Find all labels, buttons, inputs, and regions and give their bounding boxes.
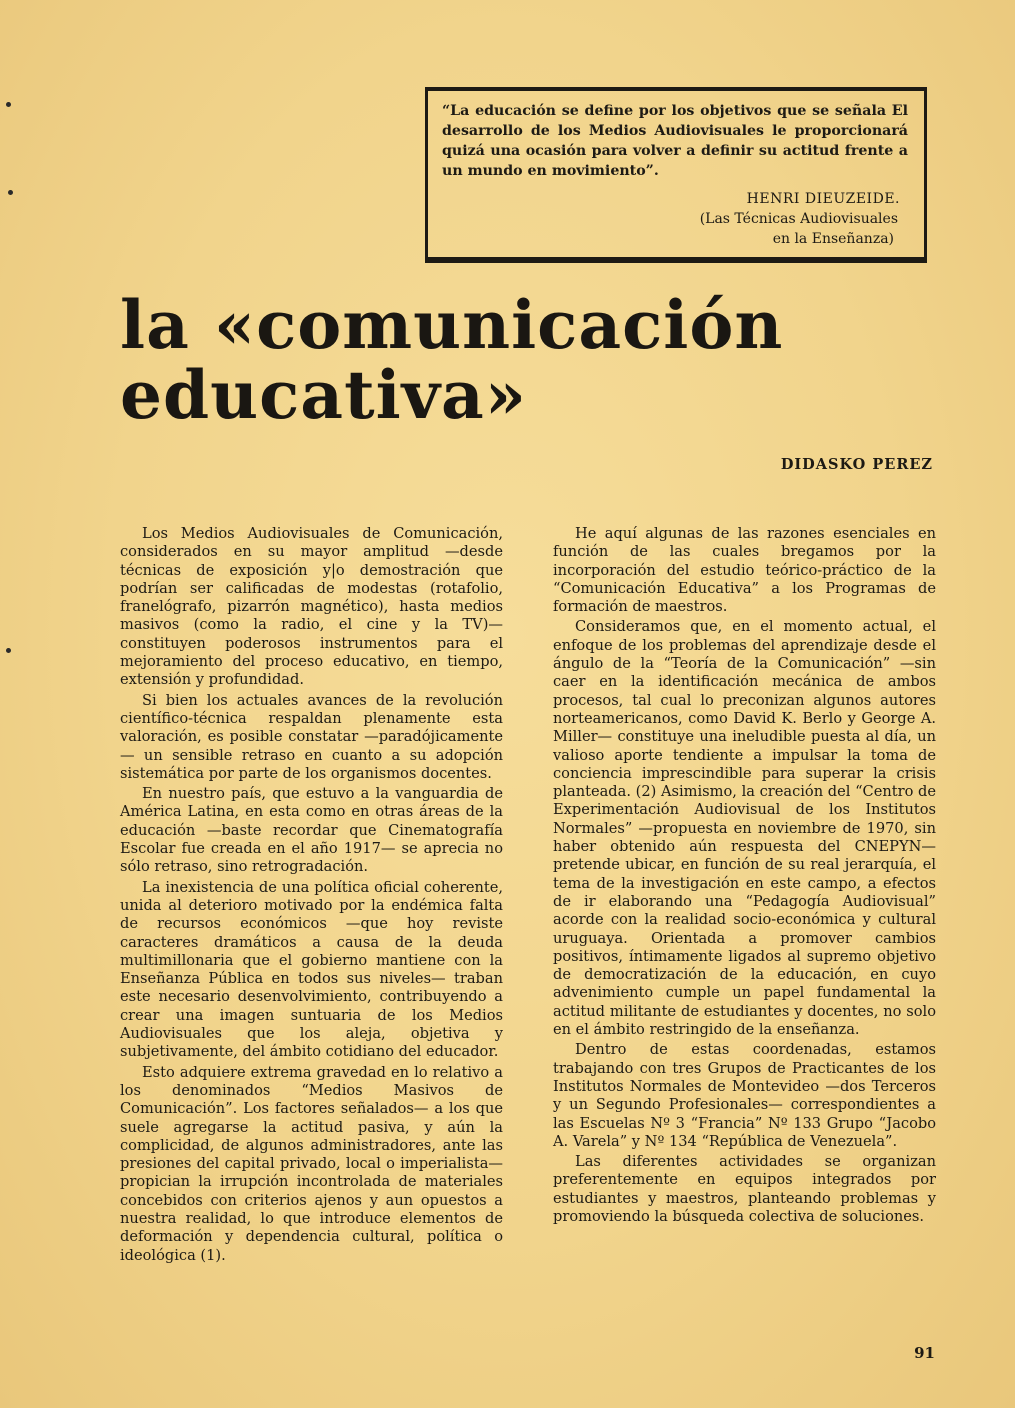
epigraph-source-line1: (Las Técnicas Audiovisuales bbox=[699, 211, 898, 227]
paragraph: He aquí algunas de las razones esenciales en función de las cuales bregamos por la incorporación del estudio teórico-práctico de la “Comunicación Educativa” a los Programas de formación de maestros. bbox=[553, 525, 936, 616]
margin-mark bbox=[6, 102, 11, 107]
article-title bbox=[120, 286, 784, 434]
article-byline: DIDASKO PEREZ bbox=[780, 456, 933, 473]
paragraph: Consideramos que, en el momento actual, el enfoque de los problemas del aprendizaje desde el ángulo de la “Teoría de la Comunicación” —sin caer en la identificación mecánica de ambos procesos, tal cual lo preconizan algunos autores norteamericanos, como David K. Berlo y George A. Miller— constituye una ineludible puesta al día, un valioso aporte tendiente a impulsar la toma de conciencia imprescindible para superar la crisis planteada. (2) Asimismo, la creación del “Centro de Experimentación Audiovisual de los Institutos Normales” —propuesta en noviembre de 1970, sin haber obtenido aún respuesta del CNEPYN— pretende ubicar, en función de su real jerarquía, el tema de la investigación en este campo, a efectos de ir elaborando una “Pedagogía Audiovisual” acorde con la realidad socio-económica y cultural uruguaya. Orientada a promover cambios positivos, íntimamente ligados al supremo objetivo de democratización de la educación, en cuyo advenimiento cumple un papel fundamental la actitud militante de estudiantes y docentes, no solo en el ámbito restringido de la enseñanza. bbox=[553, 618, 936, 1039]
paragraph: En nuestro país, que estuvo a la vanguardia de América Latina, en esta como en otras áreas de la educación —baste recordar que Cinematografía Escolar fue creada en el año 1917— se aprecia no sólo retraso, sino retrogradación. bbox=[120, 785, 503, 876]
epigraph-quote-box bbox=[425, 87, 927, 263]
paragraph: Esto adquiere extrema gravedad en lo relativo a los denominados “Medios Masivos de Comunicación”. Los factores señalados— a los que suele agregarse la actitud pasiva, y aún la complicidad, de algunos administradores, ante las presiones del capital privado, local o imperialista— propician la irrupción incontrolada de materiales concebidos con criterios ajenos y aun opuestos a nuestra realidad, lo que introduce elementos de deformación y dependencia cultural, política o ideológica (1). bbox=[120, 1063, 503, 1264]
page-number: 91 bbox=[914, 1344, 935, 1362]
article-title-line1: la «comunicación bbox=[120, 286, 784, 364]
margin-mark bbox=[8, 190, 13, 195]
article-column-left bbox=[120, 525, 503, 1267]
epigraph-source bbox=[442, 209, 898, 249]
epigraph-author: HENRI DIEUZEIDE. bbox=[746, 191, 900, 207]
paragraph: Los Medios Audiovisuales de Comunicación, considerados en su mayor amplitud —desde técnicas de exposición y|o demostración que podrían ser calificadas de modestas (rotafolio, franelógrafo, pizarrón magnético), hasta medios masivos (como la radio, el cine y la TV)— constituyen poderosos instrumentos para el mejoramiento del proceso educativo, en tiempo, extensión y profundidad. bbox=[120, 525, 503, 689]
epigraph-source-line2: en la Enseñanza) bbox=[772, 231, 894, 247]
margin-mark bbox=[6, 648, 11, 653]
epigraph-quote-text: “La educación se define por los objetivos que se señala El desarrollo de los Medios Audiovisuales le proporcionará quizá una ocasión para volver a definir su actitud frente a un mundo en movimiento”. bbox=[442, 103, 908, 179]
article-column-right bbox=[553, 525, 936, 1228]
paragraph: La inexistencia de una política oficial coherente, unida al deterioro motivado por la endémica falta de recursos económicos —que hoy reviste caracteres dramáticos a causa de la deuda multimillonaria que el gobierno mantiene con la Enseñanza Pública en todos sus niveles— traban este necesario desenvolvimiento, contribuyendo a crear una imagen suntuaria de los Medios Audiovisuales que los aleja, objetiva y subjetivamente, del ámbito cotidiano del educador. bbox=[120, 878, 503, 1061]
paragraph: Si bien los actuales avances de la revolución científico-técnica respaldan plenamente esta valoración, es posible constatar —paradójicamente— un sensible retraso en cuanto a su adopción sistemática por parte de los organismos docentes. bbox=[120, 691, 503, 782]
article-title-line2: educativa» bbox=[120, 356, 527, 434]
paragraph: Las diferentes actividades se organizan preferentemente en equipos integrados por estudiantes y maestros, planteando problemas y promoviendo la búsqueda colectiva de soluciones. bbox=[553, 1153, 936, 1225]
paragraph: Dentro de estas coordenadas, estamos trabajando con tres Grupos de Practicantes de los Institutos Normales de Montevideo —dos Terceros y un Segundo Profesionales— correspondientes a las Escuelas Nº 3 “Francia” Nº 133 Grupo “Jacobo A. Varela” y Nº 134 “República de Venezuela”. bbox=[553, 1041, 936, 1150]
